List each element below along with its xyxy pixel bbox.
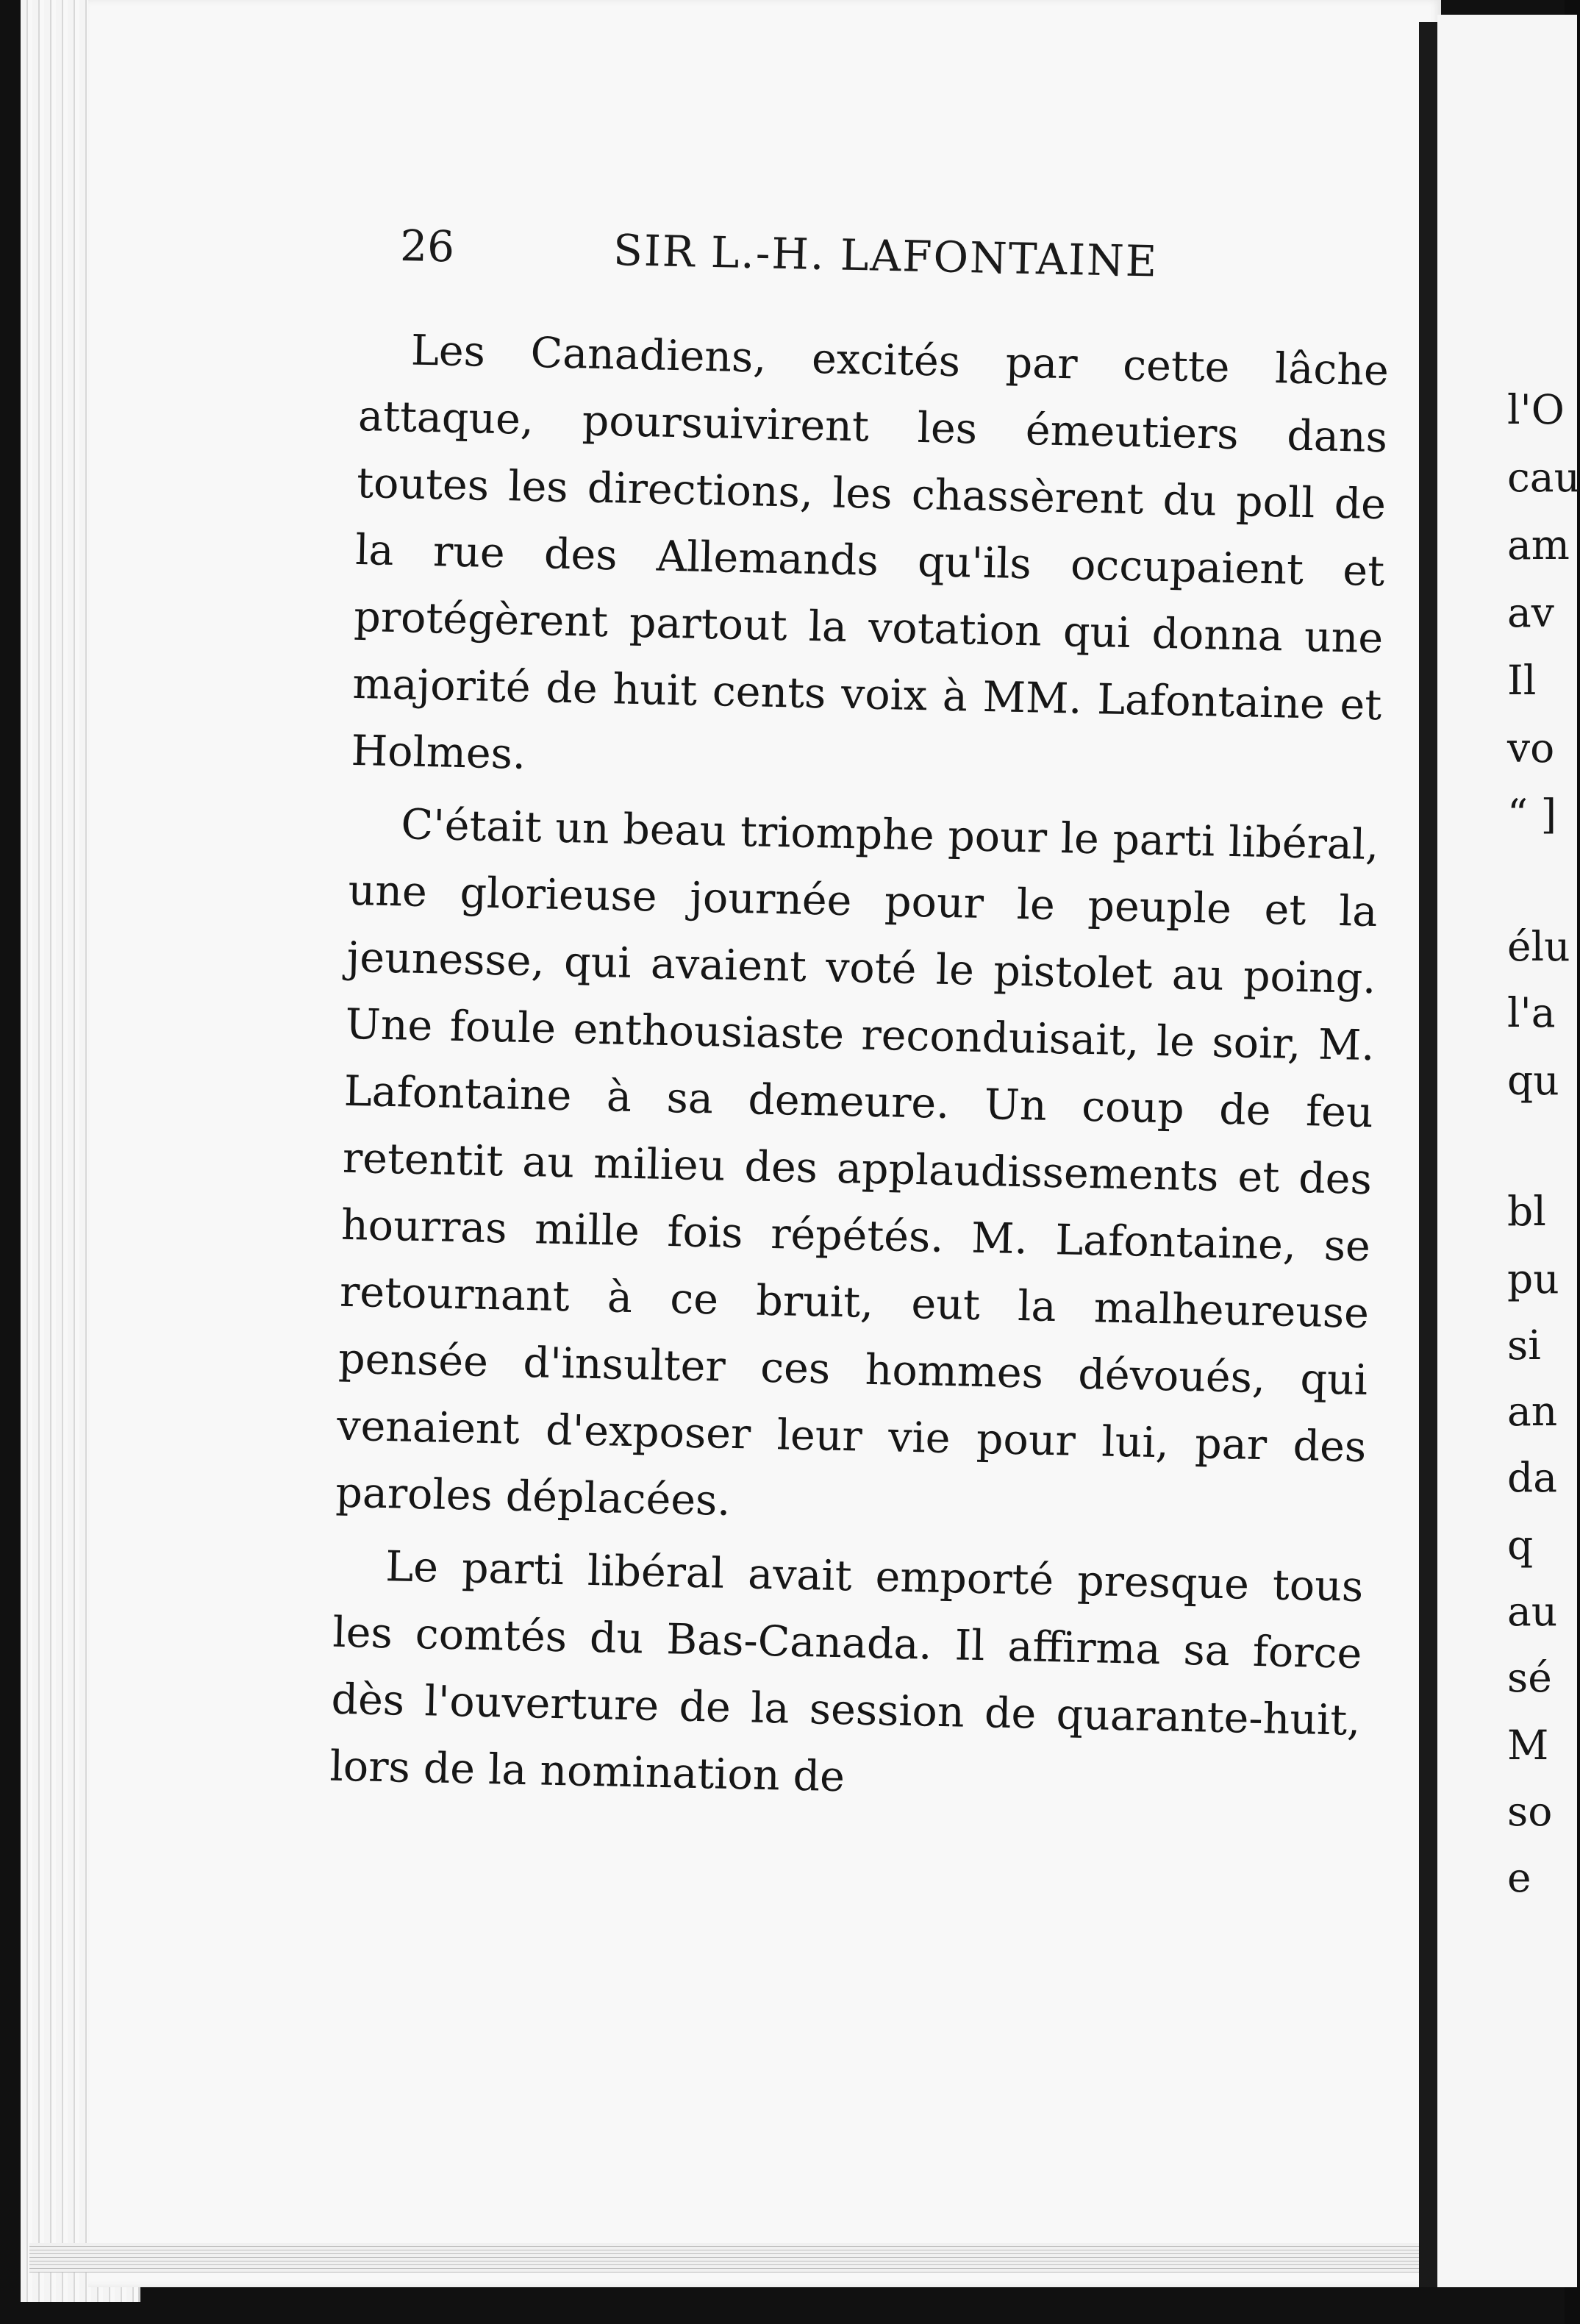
right-fragment: au: [1507, 1588, 1558, 1635]
paragraph-2: C'était un beau triomphe pour le parti libéral, une glorieuse journée pour le peuple et la jeunesse, qui avaient voté le pistolet au poing. Une foule enthousiaste reconduisait, le soir, M. Lafontaine à sa demeure. Un coup de feu retentit au milieu des applaudissements et des hourras mille fois répétés. M. Lafontaine, se retournant à ce bruit, eut la malheureuse pensée d'insulter ces hommes dévoués, qui venaient d'exposer leur vie pour lui, par des paroles déplacées.: [335, 800, 1379, 1525]
right-fragment: am: [1507, 521, 1570, 568]
right-fragment: élu: [1507, 923, 1570, 970]
right-fragment: l'O: [1507, 386, 1565, 433]
paragraph-3: Le parti libéral avait emporté presque tous les comtés du Bas-Canada. Il affirma sa force dès l'ouverture de la session de quarante-huit, lors de la nomination de: [329, 1542, 1364, 1802]
body-text: [329, 316, 1390, 1828]
right-fragment: e: [1507, 1854, 1531, 1901]
right-fragment: sé: [1507, 1654, 1552, 1701]
right-fragment: q: [1507, 1522, 1534, 1569]
right-fragment: M: [1507, 1722, 1549, 1769]
right-fragment: bl: [1507, 1188, 1546, 1235]
right-fragment: so: [1507, 1788, 1553, 1835]
right-fragment: an: [1507, 1388, 1558, 1435]
right-fragment: av: [1507, 589, 1554, 636]
right-fragment: vo: [1507, 724, 1555, 771]
running-title: SIR L.-H. LAFONTAINE: [612, 225, 1159, 287]
right-fragment: l'a: [1507, 989, 1556, 1036]
right-fragment: “ ]: [1507, 791, 1557, 838]
right-fragment: Il: [1507, 657, 1537, 704]
right-page: [1437, 15, 1577, 2287]
right-fragment: pu: [1507, 1255, 1559, 1302]
page-number: 26: [399, 221, 455, 272]
right-fragment: cau: [1507, 454, 1580, 501]
right-fragment: qu: [1507, 1057, 1559, 1104]
paragraph-1: Les Canadiens, excités par cette lâche attaque, poursuivirent les émeutiers dans toutes les directions, les chassèrent du poll de la rue des Allemands qu'ils occupaient et protégèrent partout la votation qui donna une majorité de huit cents voix à MM. Lafontaine et Holmes.: [350, 326, 1390, 779]
page-stack-bottom: [29, 2243, 1426, 2273]
right-fragment: si: [1507, 1322, 1541, 1369]
right-fragment: da: [1507, 1454, 1557, 1501]
